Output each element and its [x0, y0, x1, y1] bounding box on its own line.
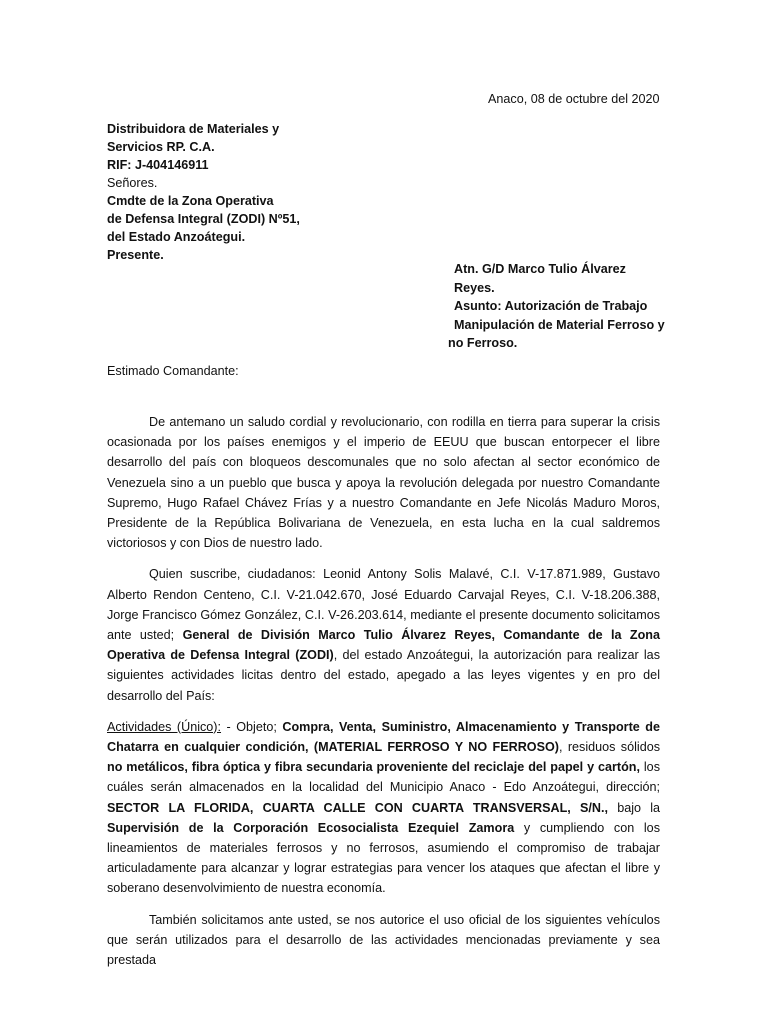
- activities-text: - Objeto;: [221, 719, 277, 734]
- attention-line: Atn. G/D Marco Tulio Álvarez: [454, 262, 626, 276]
- activities-text: los cuáles serán almacenados en la localidad del Municipio Anaco - Edo Anzoátegui, dirección;: [107, 760, 660, 795]
- sender-block: [107, 120, 300, 264]
- activities-heading: Actividades (Único):: [107, 719, 222, 734]
- activities-text: bajo la: [608, 800, 660, 815]
- sender-line: Servicios RP. C.A.: [107, 140, 215, 154]
- sender-line: RIF: J-404146911: [107, 158, 209, 172]
- paragraph-intro: De antemano un saludo cordial y revolucionario, con rodilla en tierra para superar la crisis ocasionada por los países enemigos y el imperio de EEUU que buscan entorpecer el libre desarrollo del país con bloqueos descomunales que no solo afectan al sector económico de Venezuela sino a un pueblo que busca y apoya la revolución delegada por nuestro Comandante Supremo, Hugo Rafael Chávez Frías y a nuestro Comandante en Jefe Nicolás Maduro Moros, Presidente de la República Bolivariana de Venezuela, en esta lucha en la cual saldremos victoriosos y con Dios de nuestro lado.: [107, 415, 660, 551]
- sender-line: de Defensa Integral (ZODI) Nº51,: [107, 212, 300, 226]
- sender-line: Señores.: [107, 176, 158, 190]
- activities-text: y cumpliendo con los lineamientos de materiales ferrosos y no ferrosos, asumiendo el compromiso de trabajar articuladamente para alcanzar y lograr estrategias para vencer los ataques que afectan el libre y soberano desenvolvimiento de nuestra economía.: [107, 820, 660, 896]
- sender-line: Distribuidora de Materiales y: [107, 122, 280, 136]
- activities-supervision: Supervisión de la Corporación Ecosocialista Ezequiel Zamora: [107, 820, 515, 835]
- paragraph-vehicles: También solicitamos ante usted, se nos autorice el uso oficial de los siguientes vehículos que serán utilizados para el desarrollo de las actividades mencionadas previamente y sea prestada: [107, 912, 660, 968]
- subject-line: Asunto: Autorización de Trabajo: [454, 299, 648, 313]
- attention-line: Reyes.: [454, 280, 495, 295]
- attention-block: [448, 260, 665, 353]
- activities-address: SECTOR LA FLORIDA, CUARTA CALLE CON CUARTA TRANSVERSAL, S/N.,: [107, 800, 608, 815]
- addressee-name: General de División Marco Tulio Álvarez Reyes, Comandante de la Zona Operativa de Defensa Integral (ZODI): [107, 628, 660, 663]
- sender-line: del Estado Anzoátegui.: [107, 230, 246, 244]
- greeting: Estimado Comandante:: [107, 364, 239, 378]
- paragraph-activities: [107, 717, 660, 899]
- letter-date: Anaco, 08 de octubre del 2020: [488, 92, 660, 106]
- activities-materials: no metálicos, fibra óptica y fibra secundaria proveniente del reciclaje del papel y cartón,: [107, 760, 640, 775]
- activities-text: , residuos sólidos: [558, 740, 661, 755]
- request-text: mediante el presente documento solicitamos ante usted;: [107, 607, 660, 643]
- sender-line: Presente.: [107, 248, 164, 262]
- request-text: Quien suscribe, ciudadanos:: [149, 567, 316, 582]
- subject-line: Manipulación de Material Ferroso y: [454, 317, 665, 332]
- applicant-names: Leonid Antony Solis Malavé, C.I. V-17.871.989, Gustavo Alberto Rendon Centeno, C.I. V-21.042.670, José Eduardo Carvajal Reyes, C.I. V-18.206.388, Jorge Francisco Gómez González, C.I. V-26.203.614,: [107, 567, 661, 622]
- activities-object: Compra, Venta, Suministro, Almacenamiento y Transporte de Chatarra en cualquier condición, (MATERIAL FERROSO Y NO FERROSO): [107, 719, 660, 755]
- subject-line: no Ferroso.: [448, 336, 518, 350]
- paragraph-request: [107, 564, 660, 705]
- letter-body: [107, 412, 660, 981]
- sender-line: Cmdte de la Zona Operativa: [107, 194, 274, 208]
- request-text: , del estado Anzoátegui, la autorización para realizar las siguientes actividades licitas dentro del estado, apegado a las leyes vigentes y en pro del desarrollo del País:: [107, 648, 660, 703]
